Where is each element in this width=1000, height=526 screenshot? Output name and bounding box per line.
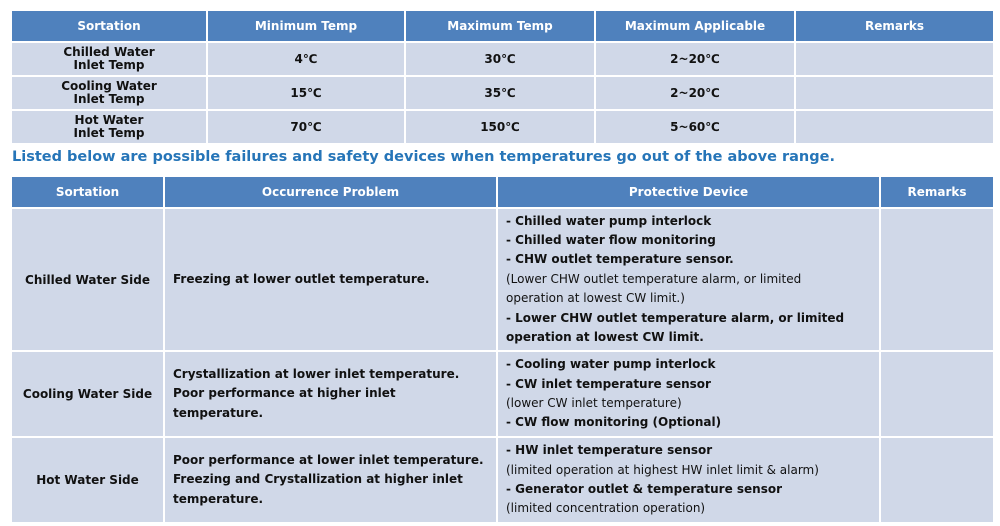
header-minimum-temp: Minimum Temp xyxy=(207,10,405,42)
table-header-row xyxy=(11,10,994,42)
device-line: - Cooling water pump interlock xyxy=(506,357,716,372)
applicable-cell: 2~20℃ xyxy=(595,76,795,110)
temperature-range-table xyxy=(10,9,995,145)
device-line: - Chilled water flow monitoring xyxy=(506,232,716,247)
protective-device-cell xyxy=(497,208,880,351)
header-occurrence-problem: Occurrence Problem xyxy=(164,176,497,208)
problem-cell xyxy=(164,437,497,523)
failure-protection-table xyxy=(10,175,995,524)
problem-line: Poor performance at lower inlet temperature. xyxy=(173,452,484,467)
remarks-cell xyxy=(795,76,994,110)
device-line: - CHW outlet temperature sensor. xyxy=(506,252,734,267)
min-temp-cell: 4℃ xyxy=(207,42,405,76)
problem-line: Poor performance at higher inlet xyxy=(173,386,396,401)
min-temp-cell: 70℃ xyxy=(207,110,405,144)
table-row xyxy=(11,76,994,110)
device-line: operation at lowest CW limit. xyxy=(506,330,704,345)
problem-cell xyxy=(164,351,497,437)
device-line: - Chilled water pump interlock xyxy=(506,213,712,228)
sortation-cell: Cooling Water Side xyxy=(11,351,164,437)
table-row xyxy=(11,110,994,144)
device-line: operation at lowest CW limit.) xyxy=(506,291,685,306)
sortation-cell: Chilled Water Side xyxy=(11,208,164,351)
sortation-cell: Chilled Water Inlet Temp xyxy=(11,42,207,76)
header-remarks: Remarks xyxy=(795,10,994,42)
table-row xyxy=(11,42,994,76)
protective-device-cell xyxy=(497,437,880,523)
problem-cell xyxy=(164,208,497,351)
problem-line: Crystallization at lower inlet temperature. xyxy=(173,366,460,381)
sortation-cell: Cooling Water Inlet Temp xyxy=(11,76,207,110)
device-line: - Generator outlet & temperature sensor xyxy=(506,482,783,496)
remarks-cell xyxy=(795,42,994,76)
device-line: (lower CW inlet temperature) xyxy=(506,396,682,410)
sortation-cell: Hot Water Side xyxy=(11,437,164,523)
table-row xyxy=(11,437,994,523)
device-line: (Lower CHW outlet temperature alarm, or limited xyxy=(506,271,802,286)
device-line: (limited concentration operation) xyxy=(506,501,706,516)
range-note: Listed below are possible failures and safety devices when temperatures go out of the above range. xyxy=(12,149,835,165)
device-line: - HW inlet temperature sensor xyxy=(506,443,713,458)
header-protective-device: Protective Device xyxy=(497,176,880,208)
header-maximum-applicable: Maximum Applicable xyxy=(595,10,795,42)
table-row xyxy=(11,351,994,437)
protective-device-cell xyxy=(497,351,880,437)
applicable-cell: 5~60℃ xyxy=(595,110,795,144)
header-maximum-temp: Maximum Temp xyxy=(405,10,595,42)
max-temp-cell: 35℃ xyxy=(405,76,595,110)
header-remarks: Remarks xyxy=(880,176,994,208)
remarks-cell xyxy=(795,110,994,144)
max-temp-cell: 30℃ xyxy=(405,42,595,76)
problem-line: temperature. xyxy=(173,405,264,420)
header-sortation: Sortation xyxy=(11,10,207,42)
problem-line: Freezing at lower outlet temperature. xyxy=(173,271,430,286)
header-sortation: Sortation xyxy=(11,176,164,208)
max-temp-cell: 150℃ xyxy=(405,110,595,144)
sortation-cell: Hot Water Inlet Temp xyxy=(11,110,207,144)
problem-line: temperature. xyxy=(173,491,264,506)
applicable-cell: 2~20℃ xyxy=(595,42,795,76)
remarks-cell xyxy=(880,208,994,351)
device-line: (limited operation at highest HW inlet limit & alarm) xyxy=(506,462,819,477)
remarks-cell xyxy=(880,437,994,523)
table-header-row xyxy=(11,176,994,208)
problem-line: Freezing and Crystallization at higher inlet xyxy=(173,472,463,487)
min-temp-cell: 15℃ xyxy=(207,76,405,110)
remarks-cell xyxy=(880,351,994,437)
device-line: - CW flow monitoring (Optional) xyxy=(506,415,722,430)
device-line: - Lower CHW outlet temperature alarm, or limited xyxy=(506,310,845,325)
device-line: - CW inlet temperature sensor xyxy=(506,376,711,391)
table-row xyxy=(11,208,994,351)
